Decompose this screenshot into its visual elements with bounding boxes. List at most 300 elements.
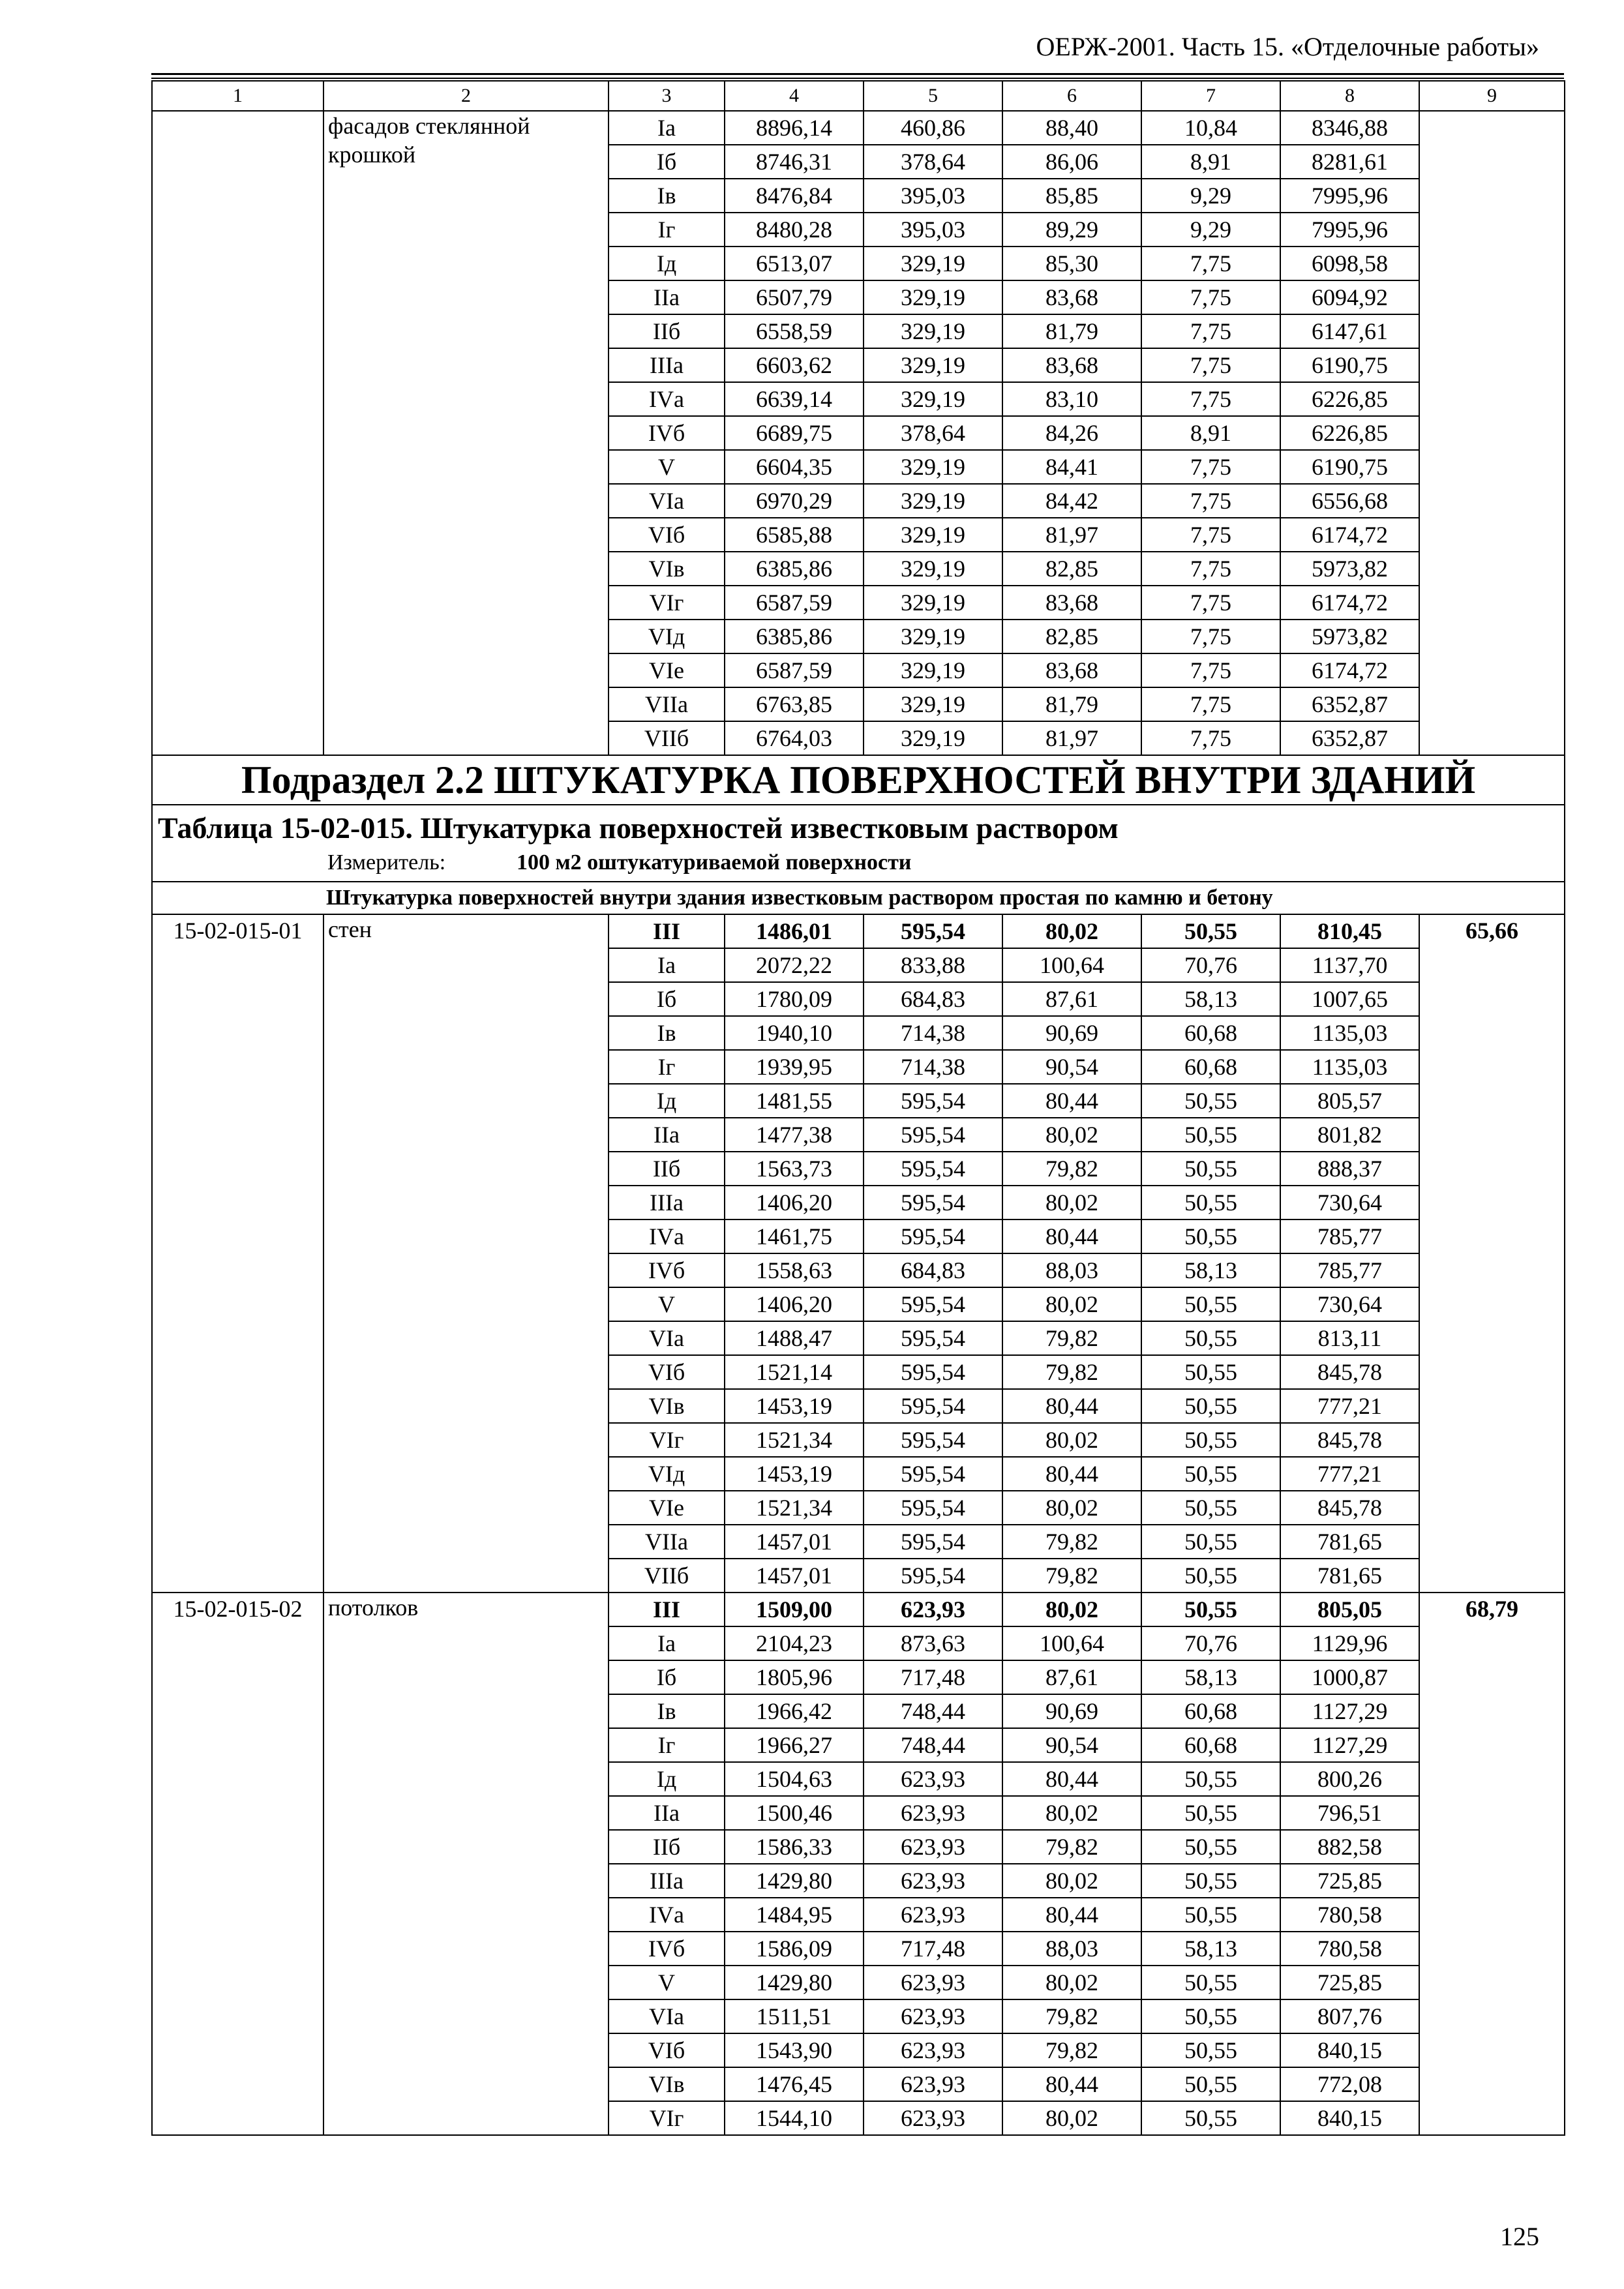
value-cell: 7,75 (1141, 721, 1280, 755)
value-cell: 730,64 (1280, 1287, 1419, 1321)
zone-cell: Iб (609, 145, 725, 179)
zone-cell: VIIа (609, 687, 725, 721)
value-cell: 80,44 (1002, 1898, 1141, 1932)
value-cell: 1127,29 (1280, 1694, 1419, 1728)
value-cell: 1558,63 (725, 1253, 864, 1287)
column-number: 5 (864, 81, 1002, 111)
zone-cell: VIа (609, 484, 725, 518)
value-cell: 89,29 (1002, 213, 1141, 247)
zone-cell: VIв (609, 2067, 725, 2101)
value-cell: 1521,14 (725, 1355, 864, 1389)
value-cell: 1453,19 (725, 1389, 864, 1423)
value-cell: 6603,62 (725, 348, 864, 382)
value-cell: 70,76 (1141, 1626, 1280, 1660)
value-cell: 6352,87 (1280, 687, 1419, 721)
zone-cell: III (609, 1593, 725, 1626)
zone-cell: IVа (609, 1898, 725, 1932)
value-cell: 7,75 (1141, 314, 1280, 348)
value-cell: 6147,61 (1280, 314, 1419, 348)
value-cell: 2104,23 (725, 1626, 864, 1660)
value-cell: 813,11 (1280, 1321, 1419, 1355)
value-cell: 80,44 (1002, 1219, 1141, 1253)
value-cell: 1780,09 (725, 982, 864, 1016)
value-cell: 6226,85 (1280, 416, 1419, 450)
value-cell: 6385,86 (725, 620, 864, 653)
zone-cell: VIе (609, 1491, 725, 1525)
description-row (152, 882, 1565, 914)
value-cell: 81,79 (1002, 314, 1141, 348)
value-cell: 80,44 (1002, 1457, 1141, 1491)
value-cell: 6094,92 (1280, 280, 1419, 314)
zone-cell: III (609, 914, 725, 948)
value-cell: 50,55 (1141, 1898, 1280, 1932)
value-cell: 714,38 (864, 1016, 1002, 1050)
zone-cell: VIIб (609, 721, 725, 755)
value-cell: 84,41 (1002, 450, 1141, 484)
value-cell: 80,02 (1002, 914, 1141, 948)
value-cell: 623,93 (864, 1830, 1002, 1864)
value-cell: 378,64 (864, 145, 1002, 179)
value-cell: 80,44 (1002, 1389, 1141, 1423)
value-cell: 79,82 (1002, 1152, 1141, 1186)
table-row (152, 914, 1565, 948)
value-cell: 1586,33 (725, 1830, 864, 1864)
total-cell: 65,66 (1419, 914, 1565, 1593)
value-cell: 5973,82 (1280, 620, 1419, 653)
value-cell: 873,63 (864, 1626, 1002, 1660)
value-cell: 50,55 (1141, 1355, 1280, 1389)
table-row (152, 111, 1565, 145)
zone-cell: Iв (609, 1694, 725, 1728)
value-cell: 840,15 (1280, 2101, 1419, 2135)
value-cell: 623,93 (864, 1898, 1002, 1932)
table-title: Таблица 15-02-015. Штукатурка поверхностей известковым раствором (158, 811, 1119, 845)
zone-cell: VIг (609, 586, 725, 620)
value-cell: 6174,72 (1280, 653, 1419, 687)
value-cell: 882,58 (1280, 1830, 1419, 1864)
zone-cell: IIIа (609, 1186, 725, 1219)
value-cell: 60,68 (1141, 1016, 1280, 1050)
value-cell: 8896,14 (725, 111, 864, 145)
value-cell: 1429,80 (725, 1864, 864, 1898)
value-cell: 83,68 (1002, 348, 1141, 382)
value-cell: 8346,88 (1280, 111, 1419, 145)
zone-cell: IIа (609, 1796, 725, 1830)
value-cell: 7995,96 (1280, 179, 1419, 213)
value-cell: 50,55 (1141, 2067, 1280, 2101)
value-cell: 777,21 (1280, 1389, 1419, 1423)
value-cell: 83,68 (1002, 653, 1141, 687)
value-cell: 1504,63 (725, 1762, 864, 1796)
value-cell: 50,55 (1141, 1593, 1280, 1626)
value-cell: 730,64 (1280, 1186, 1419, 1219)
value-cell: 623,93 (864, 2067, 1002, 2101)
zone-cell: IVб (609, 416, 725, 450)
value-cell: 1429,80 (725, 1966, 864, 1999)
value-cell: 5973,82 (1280, 552, 1419, 586)
value-cell: 684,83 (864, 982, 1002, 1016)
value-cell: 623,93 (864, 1593, 1002, 1626)
value-cell: 1129,96 (1280, 1626, 1419, 1660)
value-cell: 800,26 (1280, 1762, 1419, 1796)
page-number: 125 (1500, 2222, 1539, 2251)
value-cell: 6689,75 (725, 416, 864, 450)
value-cell: 50,55 (1141, 1864, 1280, 1898)
value-cell: 1586,09 (725, 1932, 864, 1966)
value-cell: 80,02 (1002, 1796, 1141, 1830)
value-cell: 6970,29 (725, 484, 864, 518)
zone-cell: VIг (609, 2101, 725, 2135)
page-header-title: ОЕРЖ-2001. Часть 15. «Отделочные работы» (1036, 32, 1539, 61)
value-cell: 1563,73 (725, 1152, 864, 1186)
value-cell: 785,77 (1280, 1253, 1419, 1287)
value-cell: 85,85 (1002, 179, 1141, 213)
zone-cell: IIб (609, 1830, 725, 1864)
zone-cell: VIг (609, 1423, 725, 1457)
value-cell: 81,97 (1002, 518, 1141, 552)
zone-cell: Iа (609, 111, 725, 145)
value-cell: 6385,86 (725, 552, 864, 586)
table-row (152, 1593, 1565, 1626)
value-cell: 1509,00 (725, 1593, 864, 1626)
zone-cell: VIб (609, 1355, 725, 1389)
column-number: 6 (1002, 81, 1141, 111)
value-cell: 717,48 (864, 1932, 1002, 1966)
value-cell: 50,55 (1141, 1762, 1280, 1796)
value-cell: 684,83 (864, 1253, 1002, 1287)
value-cell: 595,54 (864, 1457, 1002, 1491)
value-cell: 378,64 (864, 416, 1002, 450)
value-cell: 60,68 (1141, 1694, 1280, 1728)
value-cell: 90,54 (1002, 1050, 1141, 1084)
value-cell: 1940,10 (725, 1016, 864, 1050)
value-cell: 717,48 (864, 1660, 1002, 1694)
value-cell: 595,54 (864, 1287, 1002, 1321)
value-cell: 50,55 (1141, 1491, 1280, 1525)
value-cell: 781,65 (1280, 1525, 1419, 1559)
value-cell: 84,26 (1002, 416, 1141, 450)
value-cell: 80,02 (1002, 1118, 1141, 1152)
value-cell: 50,55 (1141, 1118, 1280, 1152)
value-cell: 785,77 (1280, 1219, 1419, 1253)
top-block-body (152, 81, 1565, 755)
subsection-row (152, 755, 1565, 805)
code-cell: 15-02-015-02 (152, 1593, 323, 2135)
value-cell: 595,54 (864, 1559, 1002, 1593)
table-title-row (152, 805, 1565, 882)
value-cell: 1481,55 (725, 1084, 864, 1118)
zone-cell: VIа (609, 1321, 725, 1355)
value-cell: 88,03 (1002, 1253, 1141, 1287)
value-cell: 845,78 (1280, 1423, 1419, 1457)
value-cell: 725,85 (1280, 1864, 1419, 1898)
value-cell: 6585,88 (725, 518, 864, 552)
value-cell: 7,75 (1141, 586, 1280, 620)
price-blocks-body (152, 914, 1565, 2135)
value-cell: 50,55 (1141, 1152, 1280, 1186)
value-cell: 8281,61 (1280, 145, 1419, 179)
value-cell: 8476,84 (725, 179, 864, 213)
value-cell: 395,03 (864, 213, 1002, 247)
zone-cell: IIIа (609, 348, 725, 382)
header-rule (151, 73, 1564, 75)
value-cell: 7,75 (1141, 484, 1280, 518)
unit-label: Измеритель: (327, 850, 446, 875)
value-cell: 60,68 (1141, 1050, 1280, 1084)
value-cell: 1457,01 (725, 1525, 864, 1559)
value-cell: 623,93 (864, 1864, 1002, 1898)
value-cell: 833,88 (864, 948, 1002, 982)
code-cell: 15-02-015-01 (152, 914, 323, 1593)
value-cell: 90,69 (1002, 1016, 1141, 1050)
value-cell: 7,75 (1141, 382, 1280, 416)
value-cell: 1406,20 (725, 1186, 864, 1219)
value-cell: 82,85 (1002, 552, 1141, 586)
value-cell: 84,42 (1002, 484, 1141, 518)
value-cell: 1543,90 (725, 2033, 864, 2067)
value-cell: 80,44 (1002, 1762, 1141, 1796)
zone-cell: VIд (609, 1457, 725, 1491)
value-cell: 1135,03 (1280, 1050, 1419, 1084)
value-cell: 60,68 (1141, 1728, 1280, 1762)
value-cell: 6556,68 (1280, 484, 1419, 518)
value-cell: 7,75 (1141, 620, 1280, 653)
value-cell: 6507,79 (725, 280, 864, 314)
zone-cell: IVа (609, 382, 725, 416)
value-cell: 58,13 (1141, 1660, 1280, 1694)
value-cell: 1477,38 (725, 1118, 864, 1152)
value-cell: 90,54 (1002, 1728, 1141, 1762)
value-cell: 7,75 (1141, 280, 1280, 314)
unit-value: 100 м2 оштукатуриваемой поверхности (517, 850, 912, 875)
value-cell: 1457,01 (725, 1559, 864, 1593)
value-cell: 329,19 (864, 620, 1002, 653)
value-cell: 595,54 (864, 1389, 1002, 1423)
zone-cell: IVб (609, 1253, 725, 1287)
value-cell: 80,02 (1002, 1864, 1141, 1898)
value-cell: 329,19 (864, 653, 1002, 687)
subsection-heading: Подраздел 2.2 ШТУКАТУРКА ПОВЕРХНОСТЕЙ ВНУТРИ ЗДАНИЙ (152, 755, 1565, 805)
value-cell: 748,44 (864, 1728, 1002, 1762)
unit-line (158, 848, 1559, 877)
value-cell: 7,75 (1141, 518, 1280, 552)
value-cell: 6098,58 (1280, 247, 1419, 280)
value-cell: 79,82 (1002, 1999, 1141, 2033)
value-cell: 85,30 (1002, 247, 1141, 280)
value-cell: 595,54 (864, 1219, 1002, 1253)
value-cell: 1500,46 (725, 1796, 864, 1830)
value-cell: 805,05 (1280, 1593, 1419, 1626)
value-cell: 748,44 (864, 1694, 1002, 1728)
zone-cell: VIв (609, 552, 725, 586)
value-cell: 10,84 (1141, 111, 1280, 145)
value-cell: 80,44 (1002, 2067, 1141, 2101)
value-cell: 460,86 (864, 111, 1002, 145)
value-cell: 88,03 (1002, 1932, 1141, 1966)
work-name-cell: потолков (323, 1593, 609, 2135)
value-cell: 1805,96 (725, 1660, 864, 1694)
value-cell: 1966,27 (725, 1728, 864, 1762)
value-cell: 329,19 (864, 552, 1002, 586)
value-cell: 595,54 (864, 1423, 1002, 1457)
zone-cell: Iа (609, 948, 725, 982)
value-cell: 6174,72 (1280, 518, 1419, 552)
zone-cell: IIа (609, 280, 725, 314)
value-cell: 329,19 (864, 314, 1002, 348)
value-cell: 1127,29 (1280, 1728, 1419, 1762)
value-cell: 79,82 (1002, 1559, 1141, 1593)
value-cell: 1000,87 (1280, 1660, 1419, 1694)
total-cell (1419, 111, 1565, 755)
value-cell: 6513,07 (725, 247, 864, 280)
value-cell: 845,78 (1280, 1491, 1419, 1525)
value-cell: 777,21 (1280, 1457, 1419, 1491)
value-cell: 1476,45 (725, 2067, 864, 2101)
value-cell: 888,37 (1280, 1152, 1419, 1186)
value-cell: 50,55 (1141, 1966, 1280, 1999)
column-number-row (152, 81, 1565, 111)
zone-cell: VIб (609, 2033, 725, 2067)
zone-cell: IIб (609, 314, 725, 348)
value-cell: 70,76 (1141, 948, 1280, 982)
table-title-cell (152, 805, 1565, 882)
value-cell: 81,97 (1002, 721, 1141, 755)
value-cell: 50,55 (1141, 1423, 1280, 1457)
zone-cell: Iв (609, 179, 725, 213)
value-cell: 83,68 (1002, 280, 1141, 314)
value-cell: 80,02 (1002, 1593, 1141, 1626)
value-cell: 50,55 (1141, 1219, 1280, 1253)
value-cell: 329,19 (864, 484, 1002, 518)
value-cell: 595,54 (864, 1152, 1002, 1186)
code-cell (152, 111, 323, 755)
value-cell: 8,91 (1141, 416, 1280, 450)
value-cell: 50,55 (1141, 1084, 1280, 1118)
column-number: 7 (1141, 81, 1280, 111)
value-cell: 7,75 (1141, 687, 1280, 721)
value-cell: 1966,42 (725, 1694, 864, 1728)
value-cell: 83,10 (1002, 382, 1141, 416)
value-cell: 1406,20 (725, 1287, 864, 1321)
value-cell: 1486,01 (725, 914, 864, 948)
value-cell: 801,82 (1280, 1118, 1419, 1152)
zone-cell: VIIб (609, 1559, 725, 1593)
value-cell: 845,78 (1280, 1355, 1419, 1389)
column-number: 8 (1280, 81, 1419, 111)
value-cell: 6226,85 (1280, 382, 1419, 416)
value-cell: 50,55 (1141, 1999, 1280, 2033)
value-cell: 329,19 (864, 280, 1002, 314)
value-cell: 87,61 (1002, 1660, 1141, 1694)
value-cell: 58,13 (1141, 982, 1280, 1016)
value-cell: 329,19 (864, 450, 1002, 484)
zone-cell: VIб (609, 518, 725, 552)
zone-cell: Iб (609, 1660, 725, 1694)
subsection-body (152, 755, 1565, 914)
value-cell: 1453,19 (725, 1457, 864, 1491)
value-cell: 7995,96 (1280, 213, 1419, 247)
zone-cell: Iд (609, 247, 725, 280)
value-cell: 80,02 (1002, 1423, 1141, 1457)
zone-cell: IIа (609, 1118, 725, 1152)
zone-cell: V (609, 1287, 725, 1321)
value-cell: 329,19 (864, 687, 1002, 721)
zone-cell: VIIа (609, 1525, 725, 1559)
value-cell: 1511,51 (725, 1999, 864, 2033)
value-cell: 50,55 (1141, 1559, 1280, 1593)
zone-cell: VIв (609, 1389, 725, 1423)
value-cell: 50,55 (1141, 2101, 1280, 2135)
value-cell: 8,91 (1141, 145, 1280, 179)
value-cell: 50,55 (1141, 1186, 1280, 1219)
value-cell: 58,13 (1141, 1932, 1280, 1966)
value-cell: 810,45 (1280, 914, 1419, 948)
value-cell: 79,82 (1002, 1525, 1141, 1559)
value-cell: 9,29 (1141, 213, 1280, 247)
value-cell: 623,93 (864, 2033, 1002, 2067)
value-cell: 80,02 (1002, 1287, 1141, 1321)
value-cell: 1488,47 (725, 1321, 864, 1355)
value-cell: 395,03 (864, 179, 1002, 213)
zone-cell: IVб (609, 1932, 725, 1966)
value-cell: 90,69 (1002, 1694, 1141, 1728)
work-name-cell: фасадов стеклянной крошкой (323, 111, 609, 755)
value-cell: 79,82 (1002, 1321, 1141, 1355)
value-cell: 329,19 (864, 586, 1002, 620)
value-cell: 1137,70 (1280, 948, 1419, 982)
value-cell: 6763,85 (725, 687, 864, 721)
zone-cell: VIд (609, 620, 725, 653)
zone-cell: IVа (609, 1219, 725, 1253)
zone-cell: IIб (609, 1152, 725, 1186)
value-cell: 329,19 (864, 247, 1002, 280)
value-cell: 780,58 (1280, 1898, 1419, 1932)
value-cell: 595,54 (864, 1491, 1002, 1525)
value-cell: 50,55 (1141, 1389, 1280, 1423)
work-name-cell: стен (323, 914, 609, 1593)
value-cell: 1484,95 (725, 1898, 864, 1932)
value-cell: 82,85 (1002, 620, 1141, 653)
value-cell: 81,79 (1002, 687, 1141, 721)
value-cell: 1521,34 (725, 1423, 864, 1457)
zone-cell: Iа (609, 1626, 725, 1660)
value-cell: 6764,03 (725, 721, 864, 755)
value-cell: 80,02 (1002, 1186, 1141, 1219)
value-cell: 58,13 (1141, 1253, 1280, 1287)
value-cell: 595,54 (864, 1525, 1002, 1559)
zone-cell: V (609, 1966, 725, 1999)
value-cell: 50,55 (1141, 1830, 1280, 1864)
value-cell: 6587,59 (725, 586, 864, 620)
value-cell: 1939,95 (725, 1050, 864, 1084)
value-cell: 80,44 (1002, 1084, 1141, 1118)
zone-cell: V (609, 450, 725, 484)
total-cell: 68,79 (1419, 1593, 1565, 2135)
value-cell: 83,68 (1002, 586, 1141, 620)
value-cell: 50,55 (1141, 1457, 1280, 1491)
zone-cell: Iг (609, 213, 725, 247)
value-cell: 50,55 (1141, 914, 1280, 948)
value-cell: 50,55 (1141, 1321, 1280, 1355)
value-cell: 6174,72 (1280, 586, 1419, 620)
value-cell: 1007,65 (1280, 982, 1419, 1016)
value-cell: 6190,75 (1280, 348, 1419, 382)
value-cell: 7,75 (1141, 653, 1280, 687)
value-cell: 1521,34 (725, 1491, 864, 1525)
value-cell: 7,75 (1141, 552, 1280, 586)
value-cell: 100,64 (1002, 948, 1141, 982)
value-cell: 7,75 (1141, 450, 1280, 484)
